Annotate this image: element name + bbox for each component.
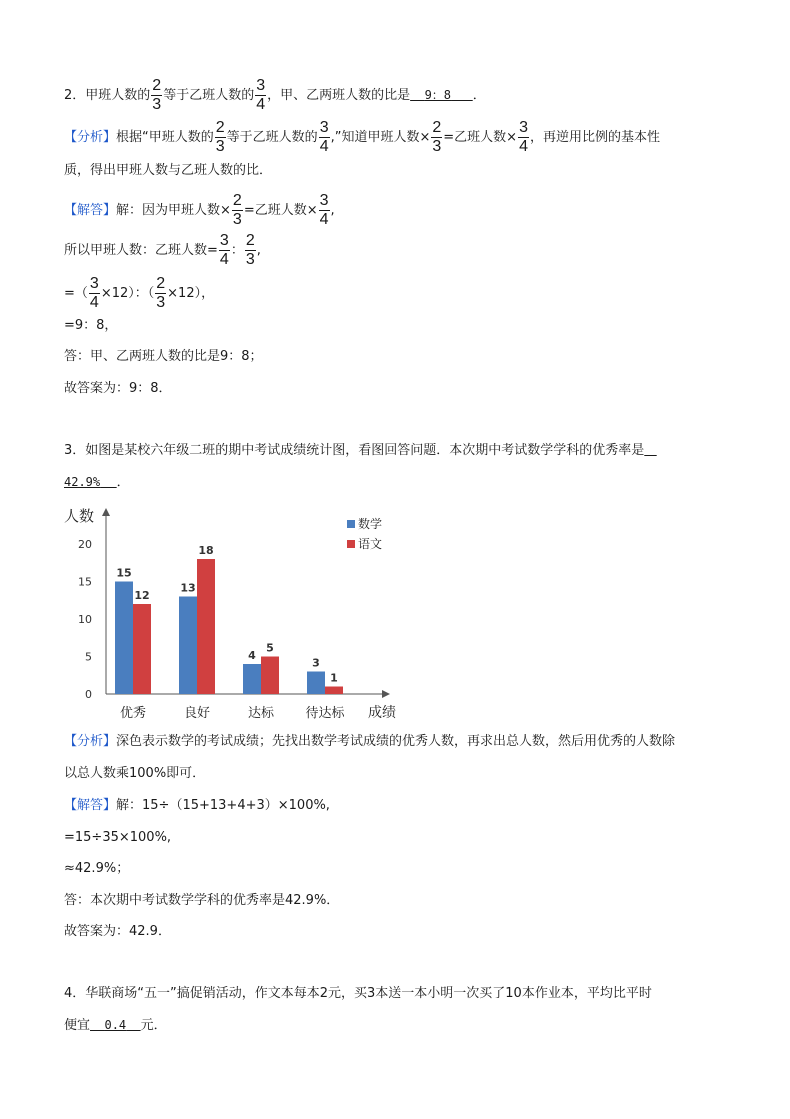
y-tick-label: 5: [85, 650, 92, 664]
q3-solution: 【解答】解：15÷（15+13+4+3）×100%,: [64, 798, 330, 813]
q2-question: 2．甲班人数的 $\frac{2}{3}$ 等于乙班人数的 $\frac{3}{4}$ ，甲、乙两班人数的比是 9：8 ．: [64, 77, 486, 113]
bar: [197, 559, 215, 694]
x-tick-label: 良好: [183, 706, 211, 721]
q4-question: 4．华联商场“五一”搞促销活动，作文本每本2元，买3本送一本小明一次买了10本作业本，平均比平时: [64, 986, 652, 1001]
x-tick-label: 达标: [247, 706, 275, 721]
bar: [133, 604, 151, 694]
q3-analysis: 【分析】深色表示数学的考试成绩；先找出数学考试成绩的优秀人数，再求出总人数，然后用优秀的人数除: [64, 734, 676, 749]
x-tick-label: 待达标: [305, 706, 345, 721]
fraction: $\frac{3}{4}$: [256, 77, 266, 113]
answer-blank: 0.4: [104, 1018, 127, 1032]
q2-answer-line: 答：甲、乙两班人数的比是9：8；: [64, 349, 263, 364]
bar: [179, 597, 197, 695]
q3-final-answer: 故答案为：42.9．: [64, 924, 171, 939]
fraction: $\frac{3}{4}$: [219, 232, 229, 268]
q3-answer-line: 答：本次期中考试数学学科的优秀率是42.9%．: [64, 893, 340, 908]
solution-tag: 【解答】: [64, 203, 117, 218]
q3-answer-blank: 42.9% ．: [64, 475, 130, 490]
x-axis-label: 成绩: [368, 705, 396, 721]
q2-solution-line: 所以甲班人数：乙班人数= $\frac{3}{4}$ ： $\frac{2}{3}$ ,: [64, 232, 261, 268]
fraction: $\frac{2}{3}$: [156, 275, 166, 311]
bar: [307, 672, 325, 695]
data-label: 4: [248, 649, 256, 662]
q2-solution-line: =（ $\frac{3}{4}$ ×12）：（ $\frac{2}{3}$ ×12），: [64, 275, 215, 311]
data-label: 12: [134, 589, 150, 602]
x-tick-label: 优秀: [119, 706, 147, 721]
solution-tag: 【解答】: [64, 798, 117, 813]
q3-analysis-cont: 以总人数乘100%即可．: [64, 766, 206, 781]
q2-analysis-cont: 质，得出甲班人数与乙班人数的比．: [64, 163, 273, 178]
legend-label: 数学: [358, 517, 383, 531]
x-axis-arrow: [382, 690, 390, 698]
bar: [325, 687, 343, 695]
data-label: 15: [116, 566, 132, 580]
fraction: $\frac{3}{4}$: [89, 275, 99, 311]
q2-solution: 【解答】解：因为甲班人数× $\frac{2}{3}$ =乙班人数× $\frac{3}{4}$ ,: [64, 192, 335, 228]
fraction: $\frac{2}{3}$: [215, 119, 225, 155]
analysis-tag: 【分析】: [64, 130, 117, 145]
fraction: $\frac{2}{3}$: [152, 77, 162, 113]
answer-blank: 9：8: [424, 88, 452, 102]
bar-chart: [64, 504, 404, 724]
fraction: $\frac{2}{3}$: [245, 232, 255, 268]
analysis-tag: 【分析】: [64, 734, 117, 749]
y-axis-arrow: [102, 508, 110, 516]
bar: [261, 657, 279, 695]
bar: [243, 664, 261, 694]
q2-solution-line: =9：8，: [64, 318, 118, 333]
data-label: 18: [198, 544, 214, 557]
legend-swatch: [347, 540, 355, 548]
data-label: 5: [266, 641, 274, 655]
legend-label: 语文: [358, 537, 383, 551]
q4-question-cont: 便宜 0.4 元．: [64, 1018, 167, 1033]
y-tick-label: 0: [85, 688, 92, 701]
bar: [115, 582, 133, 695]
q3-solution-line: =15÷35×100%,: [64, 830, 172, 845]
fraction: $\frac{2}{3}$: [232, 192, 242, 228]
y-tick-label: 10: [78, 613, 92, 626]
data-label: 13: [180, 581, 196, 595]
fraction: $\frac{3}{4}$: [319, 192, 329, 228]
legend-swatch: [347, 520, 355, 528]
q3-solution-line: ≈42.9%；: [64, 861, 130, 876]
y-tick-label: 20: [78, 538, 92, 551]
q2-final-answer: 故答案为：9：8．: [64, 381, 172, 396]
fraction: $\frac{2}{3}$: [432, 119, 442, 155]
q3-question: 3．如图是某校六年级二班的期中考试成绩统计图，看图回答问题．本次期中考试数学学科的优秀率是: [64, 443, 645, 458]
q2-analysis: 【分析】根据“甲班人数的 $\frac{2}{3}$ 等于乙班人数的 $\frac{3}{4}$ ,”知道甲班人数× $\frac{2}{3}$ =乙班人数× $\frac{3}{4}$ ，再逆用比例的基本性: [64, 119, 660, 155]
data-label: 3: [312, 656, 320, 670]
y-axis-label: 人数: [64, 507, 95, 525]
y-tick-label: 15: [78, 575, 92, 589]
fraction: $\frac{3}{4}$: [519, 119, 528, 155]
fraction: $\frac{3}{4}$: [319, 119, 329, 155]
data-label: 1: [330, 671, 338, 685]
